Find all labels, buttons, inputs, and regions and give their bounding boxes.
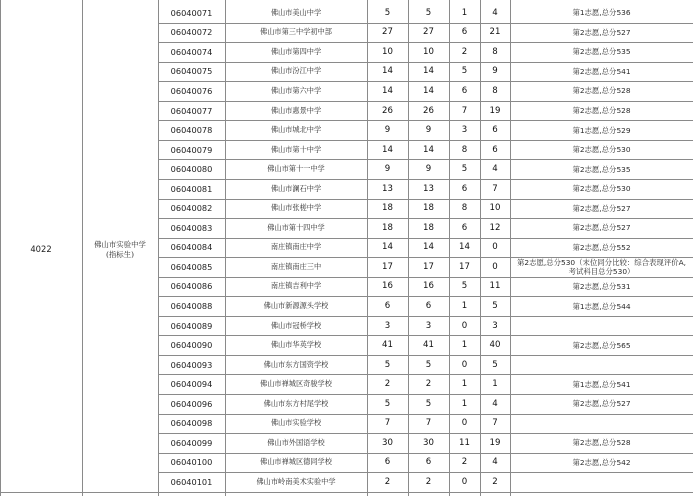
row-divider xyxy=(158,296,693,297)
row-divider xyxy=(158,257,693,258)
school-name: 佛山市新源源头学校 xyxy=(263,301,329,311)
quota-count: 14 xyxy=(382,66,393,77)
column-divider xyxy=(480,0,481,496)
admission-note xyxy=(510,335,693,355)
admission-note xyxy=(510,414,693,434)
school-name: 佛山市张槎中学 xyxy=(270,203,322,213)
school-name: 佛山市华英学校 xyxy=(270,340,322,350)
school-name: 佛山市岭南美术实验中学 xyxy=(256,476,336,486)
admitted-count: 7 xyxy=(461,105,468,116)
school-name: 佛山市澜石中学 xyxy=(270,183,322,193)
school-name: 南庄镇吉利中学 xyxy=(270,281,322,291)
quota-count: 5 xyxy=(384,398,391,409)
remaining-count: 6 xyxy=(492,125,498,136)
remaining-count: 4 xyxy=(492,164,498,175)
admission-note xyxy=(510,81,693,101)
school-name: 佛山市城北中学 xyxy=(270,125,322,135)
admission-note-line: 第1志愿,总分536 xyxy=(572,8,631,18)
admission-note xyxy=(510,23,693,43)
admitted-count: 6 xyxy=(461,85,468,96)
admission-note xyxy=(510,355,693,375)
applicants-count: 13 xyxy=(423,183,434,194)
remaining-count: 0 xyxy=(492,261,498,272)
school-code: 06040085 xyxy=(170,261,213,272)
admitted-count: 6 xyxy=(461,183,468,194)
remaining-count: 11 xyxy=(489,281,501,292)
quota-count: 5 xyxy=(384,7,391,18)
remaining-count: 0 xyxy=(492,242,498,253)
quota-count: 6 xyxy=(384,301,391,312)
row-divider xyxy=(158,218,693,219)
applicants-count: 10 xyxy=(423,46,434,57)
admission-note-line: 第1志愿,总分544 xyxy=(572,301,631,311)
remaining-count: 4 xyxy=(492,398,498,409)
admitted-count: 6 xyxy=(461,222,468,233)
group-name-line2: (指标生) xyxy=(106,250,134,259)
school-name: 南庄镇南庄中学 xyxy=(270,242,322,252)
admission-note xyxy=(510,101,693,121)
admitted-count: 1 xyxy=(461,379,468,390)
school-code: 06040084 xyxy=(170,242,213,253)
admission-note-line: 第2志愿,总分528 xyxy=(572,106,631,116)
row-divider xyxy=(158,179,693,180)
admission-note xyxy=(510,140,693,160)
admission-note xyxy=(510,179,693,199)
admitted-count: 8 xyxy=(461,203,468,214)
school-name: 佛山市汾江中学 xyxy=(270,66,322,76)
school-name: 佛山市实验学校 xyxy=(270,418,322,428)
applicants-count: 3 xyxy=(425,320,432,331)
remaining-count: 19 xyxy=(489,437,501,448)
school-name: 佛山市东方村尾学校 xyxy=(263,398,329,408)
school-code: 06040080 xyxy=(170,164,213,175)
applicants-count: 9 xyxy=(425,125,432,136)
applicants-count: 2 xyxy=(425,476,432,487)
admitted-count: 14 xyxy=(459,242,470,253)
admission-note-line: 第2志愿,总分542 xyxy=(572,457,631,467)
admission-note xyxy=(510,374,693,394)
admission-note-line: 第2志愿,总分527 xyxy=(572,203,631,213)
row-divider xyxy=(158,316,693,317)
admission-note-line: 第2志愿,总分531 xyxy=(572,281,631,291)
admission-note-line: 第2志愿,总分528 xyxy=(572,438,631,448)
school-name: 佛山市惠景中学 xyxy=(270,105,322,115)
admission-note-line: 第1志愿,总分529 xyxy=(572,125,631,135)
school-code: 06040082 xyxy=(170,203,213,214)
school-code: 06040074 xyxy=(170,46,213,57)
admission-note xyxy=(510,394,693,414)
quota-count: 30 xyxy=(382,437,393,448)
applicants-count: 9 xyxy=(425,164,432,175)
quota-count: 2 xyxy=(384,476,391,487)
remaining-count: 8 xyxy=(492,85,498,96)
applicants-count: 5 xyxy=(425,398,432,409)
admitted-count: 5 xyxy=(461,281,468,292)
remaining-count: 12 xyxy=(489,222,501,233)
row-divider xyxy=(158,277,693,278)
school-code: 06040075 xyxy=(170,66,213,77)
applicants-count: 6 xyxy=(425,457,432,468)
admission-note xyxy=(510,238,693,258)
school-code: 06040079 xyxy=(170,144,213,155)
row-divider xyxy=(158,159,693,160)
column-divider xyxy=(82,0,83,496)
remaining-count: 3 xyxy=(492,320,498,331)
admission-note-line: 第2志愿,总分527 xyxy=(572,223,631,233)
quota-count: 18 xyxy=(382,222,393,233)
admission-note-line: 考试科目总分530） xyxy=(568,266,635,276)
school-name: 佛山市美山中学 xyxy=(270,7,322,17)
remaining-count: 2 xyxy=(492,476,498,487)
column-divider xyxy=(510,0,511,496)
admission-note xyxy=(510,316,693,336)
admission-note-line: 第2志愿,总分535 xyxy=(572,164,631,174)
admission-note-line: 第2志愿,总分530 xyxy=(572,145,631,155)
admission-note xyxy=(510,3,693,23)
row-divider xyxy=(158,140,693,141)
quota-count: 41 xyxy=(382,340,393,351)
column-divider xyxy=(225,0,226,496)
row-divider xyxy=(158,355,693,356)
applicants-count: 18 xyxy=(423,203,434,214)
remaining-count: 40 xyxy=(489,340,501,351)
column-divider xyxy=(408,0,409,496)
applicants-count: 18 xyxy=(423,222,434,233)
admission-note-line: 第2志愿,总分535 xyxy=(572,47,631,57)
applicants-count: 2 xyxy=(425,379,432,390)
remaining-count: 21 xyxy=(489,27,501,38)
group-name-line1: 佛山市实验中学 xyxy=(94,240,146,249)
quota-count: 7 xyxy=(384,418,391,429)
row-divider xyxy=(158,394,693,395)
quota-count: 9 xyxy=(384,125,391,136)
school-code: 06040093 xyxy=(170,359,213,370)
school-name: 佛山市第六中学 xyxy=(270,85,322,95)
quota-count: 17 xyxy=(382,261,393,272)
applicants-count: 27 xyxy=(423,27,434,38)
admission-note xyxy=(510,296,693,316)
school-code: 06040083 xyxy=(170,222,213,233)
admission-note xyxy=(510,453,693,473)
admitted-count: 0 xyxy=(461,418,468,429)
row-divider xyxy=(158,120,693,121)
admitted-count: 0 xyxy=(461,320,468,331)
applicants-count: 14 xyxy=(423,144,434,155)
applicants-count: 14 xyxy=(423,85,434,96)
applicants-count: 26 xyxy=(423,105,434,116)
remaining-count: 7 xyxy=(492,183,498,194)
admitted-count: 5 xyxy=(461,164,468,175)
remaining-count: 9 xyxy=(492,66,498,77)
quota-count: 5 xyxy=(384,359,391,370)
admission-note xyxy=(510,218,693,238)
school-name: 佛山市外国语学校 xyxy=(267,437,325,447)
remaining-count: 4 xyxy=(492,7,498,18)
remaining-count: 5 xyxy=(492,359,498,370)
admission-note-line: 第2志愿,总分527 xyxy=(572,27,631,37)
admission-note xyxy=(510,472,693,492)
school-code: 06040078 xyxy=(170,125,213,136)
school-name: 佛山市禅城区德同学校 xyxy=(260,457,332,467)
applicants-count: 30 xyxy=(423,437,434,448)
applicants-count: 5 xyxy=(425,359,432,370)
quota-count: 9 xyxy=(384,164,391,175)
row-divider xyxy=(158,81,693,82)
quota-count: 14 xyxy=(382,242,393,253)
row-divider xyxy=(158,23,693,24)
remaining-count: 10 xyxy=(489,203,501,214)
row-divider xyxy=(158,101,693,102)
applicants-count: 6 xyxy=(425,301,432,312)
admitted-count: 8 xyxy=(461,144,468,155)
admitted-count: 11 xyxy=(459,437,470,448)
school-name: 南庄镇南庄三中 xyxy=(270,261,322,271)
school-code: 06040071 xyxy=(170,7,213,18)
school-code: 06040086 xyxy=(170,281,213,292)
group-name xyxy=(82,236,158,264)
school-code: 06040077 xyxy=(170,105,213,116)
applicants-count: 16 xyxy=(423,281,434,292)
admission-note xyxy=(510,277,693,297)
row-divider xyxy=(158,453,693,454)
school-name: 佛山市禅城区奇骏学校 xyxy=(260,379,332,389)
quota-count: 18 xyxy=(382,203,393,214)
school-name: 佛山市第四中学 xyxy=(270,46,322,56)
row-divider xyxy=(158,433,693,434)
admitted-count: 6 xyxy=(461,27,468,38)
school-code: 06040101 xyxy=(170,476,213,487)
quota-count: 10 xyxy=(382,46,393,57)
admission-note xyxy=(510,433,693,453)
quota-count: 3 xyxy=(384,320,391,331)
school-name: 佛山市第十一中学 xyxy=(267,164,325,174)
quota-count: 2 xyxy=(384,379,391,390)
admitted-count: 1 xyxy=(461,398,468,409)
admission-note-line: 第2志愿,总分530 xyxy=(572,184,631,194)
school-code: 06040072 xyxy=(170,27,213,38)
applicants-count: 14 xyxy=(423,242,434,253)
school-name: 佛山市冠桥学校 xyxy=(270,320,322,330)
admission-note xyxy=(510,42,693,62)
admission-note xyxy=(510,199,693,219)
admission-note-line: 第2志愿,总分528 xyxy=(572,86,631,96)
admission-note-line: 第2志愿,总分565 xyxy=(572,340,631,350)
admission-note-line: 第1志愿,总分541 xyxy=(572,379,631,389)
remaining-count: 19 xyxy=(489,105,501,116)
admission-note xyxy=(510,159,693,179)
admitted-count: 1 xyxy=(461,340,468,351)
admitted-count: 0 xyxy=(461,359,468,370)
quota-count: 14 xyxy=(382,144,393,155)
remaining-count: 1 xyxy=(492,379,498,390)
school-code: 06040099 xyxy=(170,437,213,448)
column-divider xyxy=(449,0,450,496)
admitted-count: 0 xyxy=(461,476,468,487)
table-bottom-border xyxy=(0,492,693,493)
column-divider xyxy=(367,0,368,496)
quota-count: 16 xyxy=(382,281,393,292)
group-id: 4022 xyxy=(30,244,52,254)
admitted-count: 1 xyxy=(461,7,468,18)
school-code: 06040081 xyxy=(170,183,213,194)
row-divider xyxy=(158,42,693,43)
applicants-count: 17 xyxy=(423,261,434,272)
row-divider xyxy=(158,335,693,336)
row-divider xyxy=(158,62,693,63)
admitted-count: 2 xyxy=(461,46,468,57)
school-code: 06040094 xyxy=(170,379,213,390)
remaining-count: 4 xyxy=(492,457,498,468)
row-divider xyxy=(158,199,693,200)
admission-note xyxy=(510,62,693,82)
row-divider xyxy=(158,238,693,239)
admitted-count: 3 xyxy=(461,125,468,136)
school-name: 佛山市第十四中学 xyxy=(267,222,325,232)
quota-count: 14 xyxy=(382,85,393,96)
school-code: 06040088 xyxy=(170,301,213,312)
applicants-count: 7 xyxy=(425,418,432,429)
admission-note-line: 第2志愿,总分541 xyxy=(572,66,631,76)
admitted-count: 1 xyxy=(461,301,468,312)
applicants-count: 14 xyxy=(423,66,434,77)
admitted-count: 5 xyxy=(461,66,468,77)
school-code: 06040089 xyxy=(170,320,213,331)
school-code: 06040096 xyxy=(170,398,213,409)
remaining-count: 6 xyxy=(492,144,498,155)
quota-count: 27 xyxy=(382,27,393,38)
school-name: 佛山市第十中学 xyxy=(270,144,322,154)
remaining-count: 5 xyxy=(492,301,498,312)
school-name: 佛山市第三中学初中部 xyxy=(260,27,332,37)
admitted-count: 17 xyxy=(459,261,470,272)
school-code: 06040076 xyxy=(170,85,213,96)
quota-count: 26 xyxy=(382,105,393,116)
row-divider xyxy=(158,472,693,473)
remaining-count: 7 xyxy=(492,418,498,429)
row-divider xyxy=(158,374,693,375)
column-divider xyxy=(0,0,1,496)
remaining-count: 8 xyxy=(492,46,498,57)
applicants-count: 41 xyxy=(423,340,434,351)
admission-note-line: 第2志愿,总分552 xyxy=(572,242,631,252)
admission-note-line: 第2志愿,总分527 xyxy=(572,399,631,409)
admission-note-line: 第2志愿,总分530（末位同分比较：综合表现评价A, xyxy=(517,257,686,267)
admission-note xyxy=(510,120,693,140)
school-code: 06040098 xyxy=(170,418,213,429)
applicants-count: 5 xyxy=(425,7,432,18)
quota-count: 6 xyxy=(384,457,391,468)
admission-note xyxy=(510,257,693,277)
school-code: 06040090 xyxy=(170,340,213,351)
quota-count: 13 xyxy=(382,183,393,194)
admitted-count: 2 xyxy=(461,457,468,468)
school-name: 佛山市东方国资学校 xyxy=(263,359,329,369)
school-code: 06040100 xyxy=(170,457,213,468)
column-divider xyxy=(158,0,159,496)
row-divider xyxy=(158,414,693,415)
